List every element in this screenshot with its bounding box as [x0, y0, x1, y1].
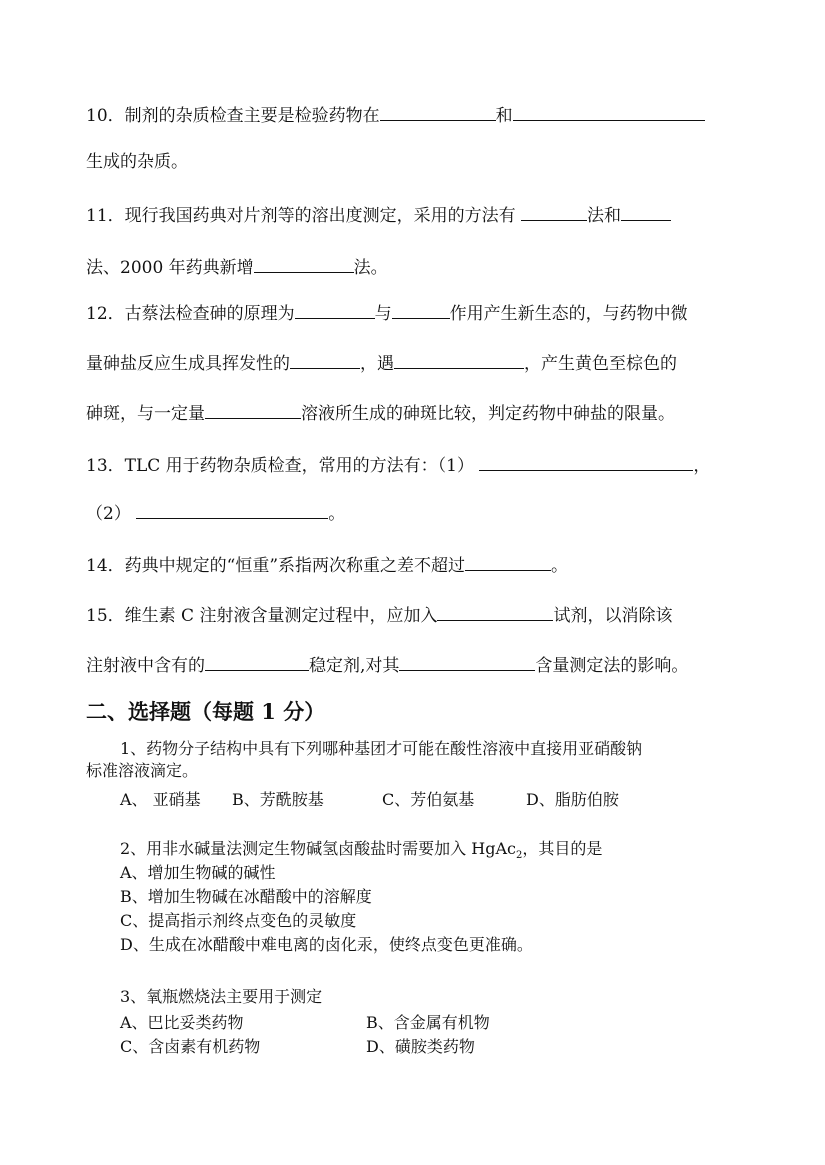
- q11-text-d: 法。: [353, 258, 388, 278]
- q12-line2: [86, 350, 739, 376]
- q11-blank-3[interactable]: [254, 254, 354, 273]
- mc-q3-option-a[interactable]: A、巴比妥类药物: [120, 1013, 244, 1032]
- q10-blank-2[interactable]: [513, 102, 705, 121]
- q10-text-c: 生成的杂质。: [86, 152, 188, 172]
- q13-line1: [86, 452, 739, 478]
- q12-text-h: 溶液所生成的砷斑比较，判定药物中砷盐的限量。: [301, 404, 675, 424]
- q12-text-e: ，遇: [360, 354, 394, 374]
- mc-q1-option-b[interactable]: B、芳酰胺基: [232, 790, 324, 809]
- q12-blank-2[interactable]: [392, 300, 450, 319]
- q10-text-a: 10．制剂的杂质检查主要是检验药物在: [86, 106, 380, 126]
- q14-text-b: 。: [551, 556, 569, 576]
- mc-q2-option-b[interactable]: B、增加生物碱在冰醋酸中的溶解度: [120, 887, 372, 906]
- q11-line1: [86, 202, 739, 228]
- q11-text-a: 11．现行我国药典对片剂等的溶出度测定，采用的方法有: [86, 206, 516, 226]
- q11-text-b: 法和: [587, 206, 622, 226]
- q14-blank-1[interactable]: [465, 552, 551, 571]
- q13-text-b: ，: [693, 456, 711, 476]
- q12-text-g: 砷斑，与一定量: [86, 404, 205, 424]
- mc-q1-stem-2: 标准溶液滴定。: [86, 761, 199, 780]
- mc-q3-stem: 3、氧瓶燃烧法主要用于测定: [120, 987, 323, 1006]
- q13-blank-2[interactable]: [136, 500, 328, 519]
- mc-q1-option-a[interactable]: A、 亚硝基: [120, 790, 201, 809]
- q12-text-c: 作用产生新生态的，与药物中微: [449, 304, 688, 324]
- mc-q3-option-b[interactable]: B、含金属有机物: [366, 1013, 490, 1032]
- q14-line: [86, 552, 739, 578]
- mc-q2-stem-end: ，其目的是: [522, 839, 603, 858]
- mc-q1-option-c[interactable]: C、芳伯氨基: [382, 790, 475, 809]
- q12-text-d: 量砷盐反应生成具挥发性的: [86, 354, 290, 374]
- q10-text-b: 和: [495, 106, 513, 126]
- mc-q1-option-d[interactable]: D、脂肪伯胺: [526, 790, 619, 809]
- q11-line2: [86, 254, 739, 280]
- q15-text-c: 注射液中含有的: [86, 656, 205, 676]
- q10-line2: [86, 150, 739, 174]
- q12-blank-4[interactable]: [394, 350, 524, 369]
- q11-text-c: 法、2000 年药典新增: [86, 258, 254, 278]
- q12-text-b: 与: [374, 304, 392, 324]
- q12-line3: [86, 400, 739, 426]
- mc-q3-option-c[interactable]: C、含卤素有机药物: [120, 1037, 261, 1056]
- q15-text-a: 15．维生素 C 注射液含量测定过程中，应加入: [86, 606, 438, 626]
- q12-blank-1[interactable]: [295, 300, 375, 319]
- q15-blank-3[interactable]: [399, 652, 535, 671]
- q13-text-c: （2）: [86, 504, 131, 524]
- q13-text-d: 。: [328, 504, 346, 524]
- q12-text-a: 12．古蔡法检查砷的原理为: [86, 304, 295, 324]
- mc-q2-stem-text: 2、用非水碱量法测定生物碱氢卤酸盐时需要加入 HgAc: [120, 839, 516, 858]
- q15-text-b: 试剂，以消除该: [553, 606, 673, 626]
- q15-line1: [86, 602, 739, 628]
- q12-blank-5[interactable]: [205, 400, 301, 419]
- q12-text-f: ，产生黄色至棕色的: [524, 354, 677, 374]
- q15-text-d: 稳定剂,对其: [309, 656, 400, 676]
- section-title: 二、选择题（每题 1 分）: [86, 699, 326, 724]
- mc-q2-stem-subscript: 2: [515, 850, 523, 862]
- q12-line1: [86, 300, 739, 326]
- q15-line2: [86, 652, 739, 678]
- q13-blank-1[interactable]: [479, 452, 693, 471]
- q10-blank-1[interactable]: [380, 102, 496, 121]
- mc-q2-option-a[interactable]: A、增加生物碱的碱性: [120, 863, 276, 882]
- q13-text-a: 13．TLC 用于药物杂质检查，常用的方法有：（1）: [86, 456, 474, 476]
- mc-q1-stem-1: 1、药物分子结构中具有下列哪种基团才可能在酸性溶液中直接用亚硝酸钠: [120, 739, 643, 758]
- q11-blank-1[interactable]: [521, 202, 587, 221]
- q15-blank-2[interactable]: [205, 652, 309, 671]
- q12-blank-3[interactable]: [290, 350, 360, 369]
- q11-blank-2[interactable]: [621, 202, 671, 221]
- q14-text-a: 14．药典中规定的“恒重”系指两次称重之差不超过: [86, 556, 466, 576]
- mc-q2-option-c[interactable]: C、提高指示剂终点变色的灵敏度: [120, 911, 357, 930]
- q15-blank-1[interactable]: [437, 602, 553, 621]
- mc-q2-option-d[interactable]: D、生成在冰醋酸中难电离的卤化汞，使终点变色更准确。: [120, 935, 533, 954]
- q10-line1: [86, 102, 739, 128]
- q13-line2: [86, 500, 739, 526]
- q15-text-e: 含量测定法的影响。: [535, 656, 689, 676]
- mc-q3-option-d[interactable]: D、磺胺类药物: [366, 1037, 475, 1056]
